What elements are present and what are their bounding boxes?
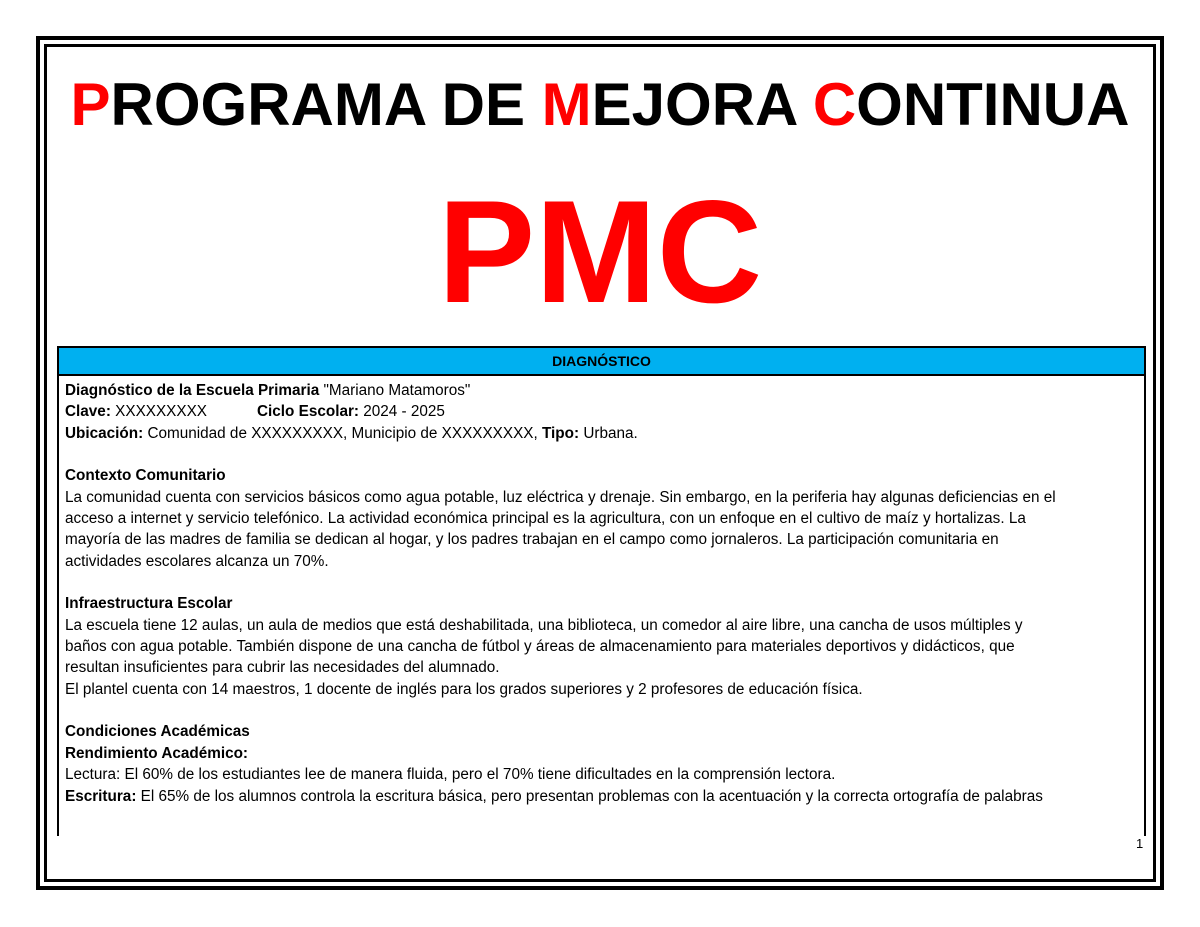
acronym-heading: PMC xyxy=(437,170,763,333)
diagnostico-body xyxy=(59,376,1144,807)
escritura-line xyxy=(65,786,1139,807)
school-label: Diagnóstico de la Escuela Primaria xyxy=(65,382,320,399)
title-part-ontinua: ONTINUA xyxy=(856,71,1130,138)
title-initial-c: C xyxy=(812,71,857,138)
ciclo-value: 2024 - 2025 xyxy=(359,403,445,421)
lectura-line: Lectura: El 60% de los estudiantes lee de manera fluida, pero el 70% tiene dificultades en la comprensión lectora. xyxy=(65,766,836,784)
title-part-rograma: ROGRAMA DE xyxy=(110,71,542,138)
infra-heading: Infraestructura Escolar xyxy=(65,595,233,613)
escritura-value: El 65% de los alumnos controla la escritura básica, pero presentan problemas con la acentuación y la correcta ortografía de palabras xyxy=(136,787,1043,805)
diagnostico-table xyxy=(57,346,1146,836)
clave-label: Clave: xyxy=(65,403,111,421)
document-title xyxy=(0,70,1200,140)
tipo-label: Tipo: xyxy=(541,424,580,442)
title-part-ejora: EJORA xyxy=(591,71,813,138)
diagnostico-header: DIAGNÓSTICO xyxy=(59,348,1144,376)
title-initial-m: M xyxy=(541,71,592,138)
contexto-line: mayoría de las madres de familia se dedican al hogar, y los padres trabajan en el campo como jornaleros. La participación comunitaria en xyxy=(65,531,999,549)
ubicacion-label: Ubicación: xyxy=(65,424,144,442)
escritura-label: Escritura: xyxy=(65,787,137,805)
ubicacion-value: Comunidad de XXXXXXXXX, Municipio de XXXXXXXXX, xyxy=(143,424,542,442)
title-initial-p: P xyxy=(70,71,111,138)
rendimiento-heading: Rendimiento Académico: xyxy=(65,744,249,762)
page-number: 1 xyxy=(1136,836,1144,851)
contexto-line: actividades escolares alcanza un 70%. xyxy=(65,552,329,570)
clave-ciclo-line xyxy=(65,401,1139,422)
condiciones-heading: Condiciones Académicas xyxy=(65,723,250,741)
infra-line: La escuela tiene 12 aulas, un aula de medios que está deshabilitada, una biblioteca, un comedor al aire libre, una cancha de usos múltiples y xyxy=(65,616,1023,634)
school-line xyxy=(65,380,1139,401)
ubicacion-line xyxy=(65,423,1139,444)
infra-line: El plantel cuenta con 14 maestros, 1 docente de inglés para los grados superiores y 2 profesores de educación física. xyxy=(65,680,863,698)
school-name: "Mariano Matamoros" xyxy=(319,382,471,399)
contexto-line: acceso a internet y servicio telefónico. La actividad económica principal es la agricultura, con un enfoque en el cultivo de maíz y hortalizas. La xyxy=(65,510,1026,528)
tipo-value: Urbana. xyxy=(579,424,638,442)
contexto-line: La comunidad cuenta con servicios básicos como agua potable, luz eléctrica y drenaje. Sin embargo, en la periferia hay algunas deficiencias en el xyxy=(65,488,1056,506)
clave-value: XXXXXXXXX xyxy=(110,403,207,421)
infra-line: resultan insuficientes para cubrir las necesidades del alumnado. xyxy=(65,659,500,677)
infra-line: baños con agua potable. También dispone de una cancha de fútbol y áreas de almacenamiento para materiales deportivos y didácticos, que xyxy=(65,638,1015,656)
contexto-heading: Contexto Comunitario xyxy=(65,467,226,485)
ciclo-label: Ciclo Escolar: xyxy=(257,403,360,421)
